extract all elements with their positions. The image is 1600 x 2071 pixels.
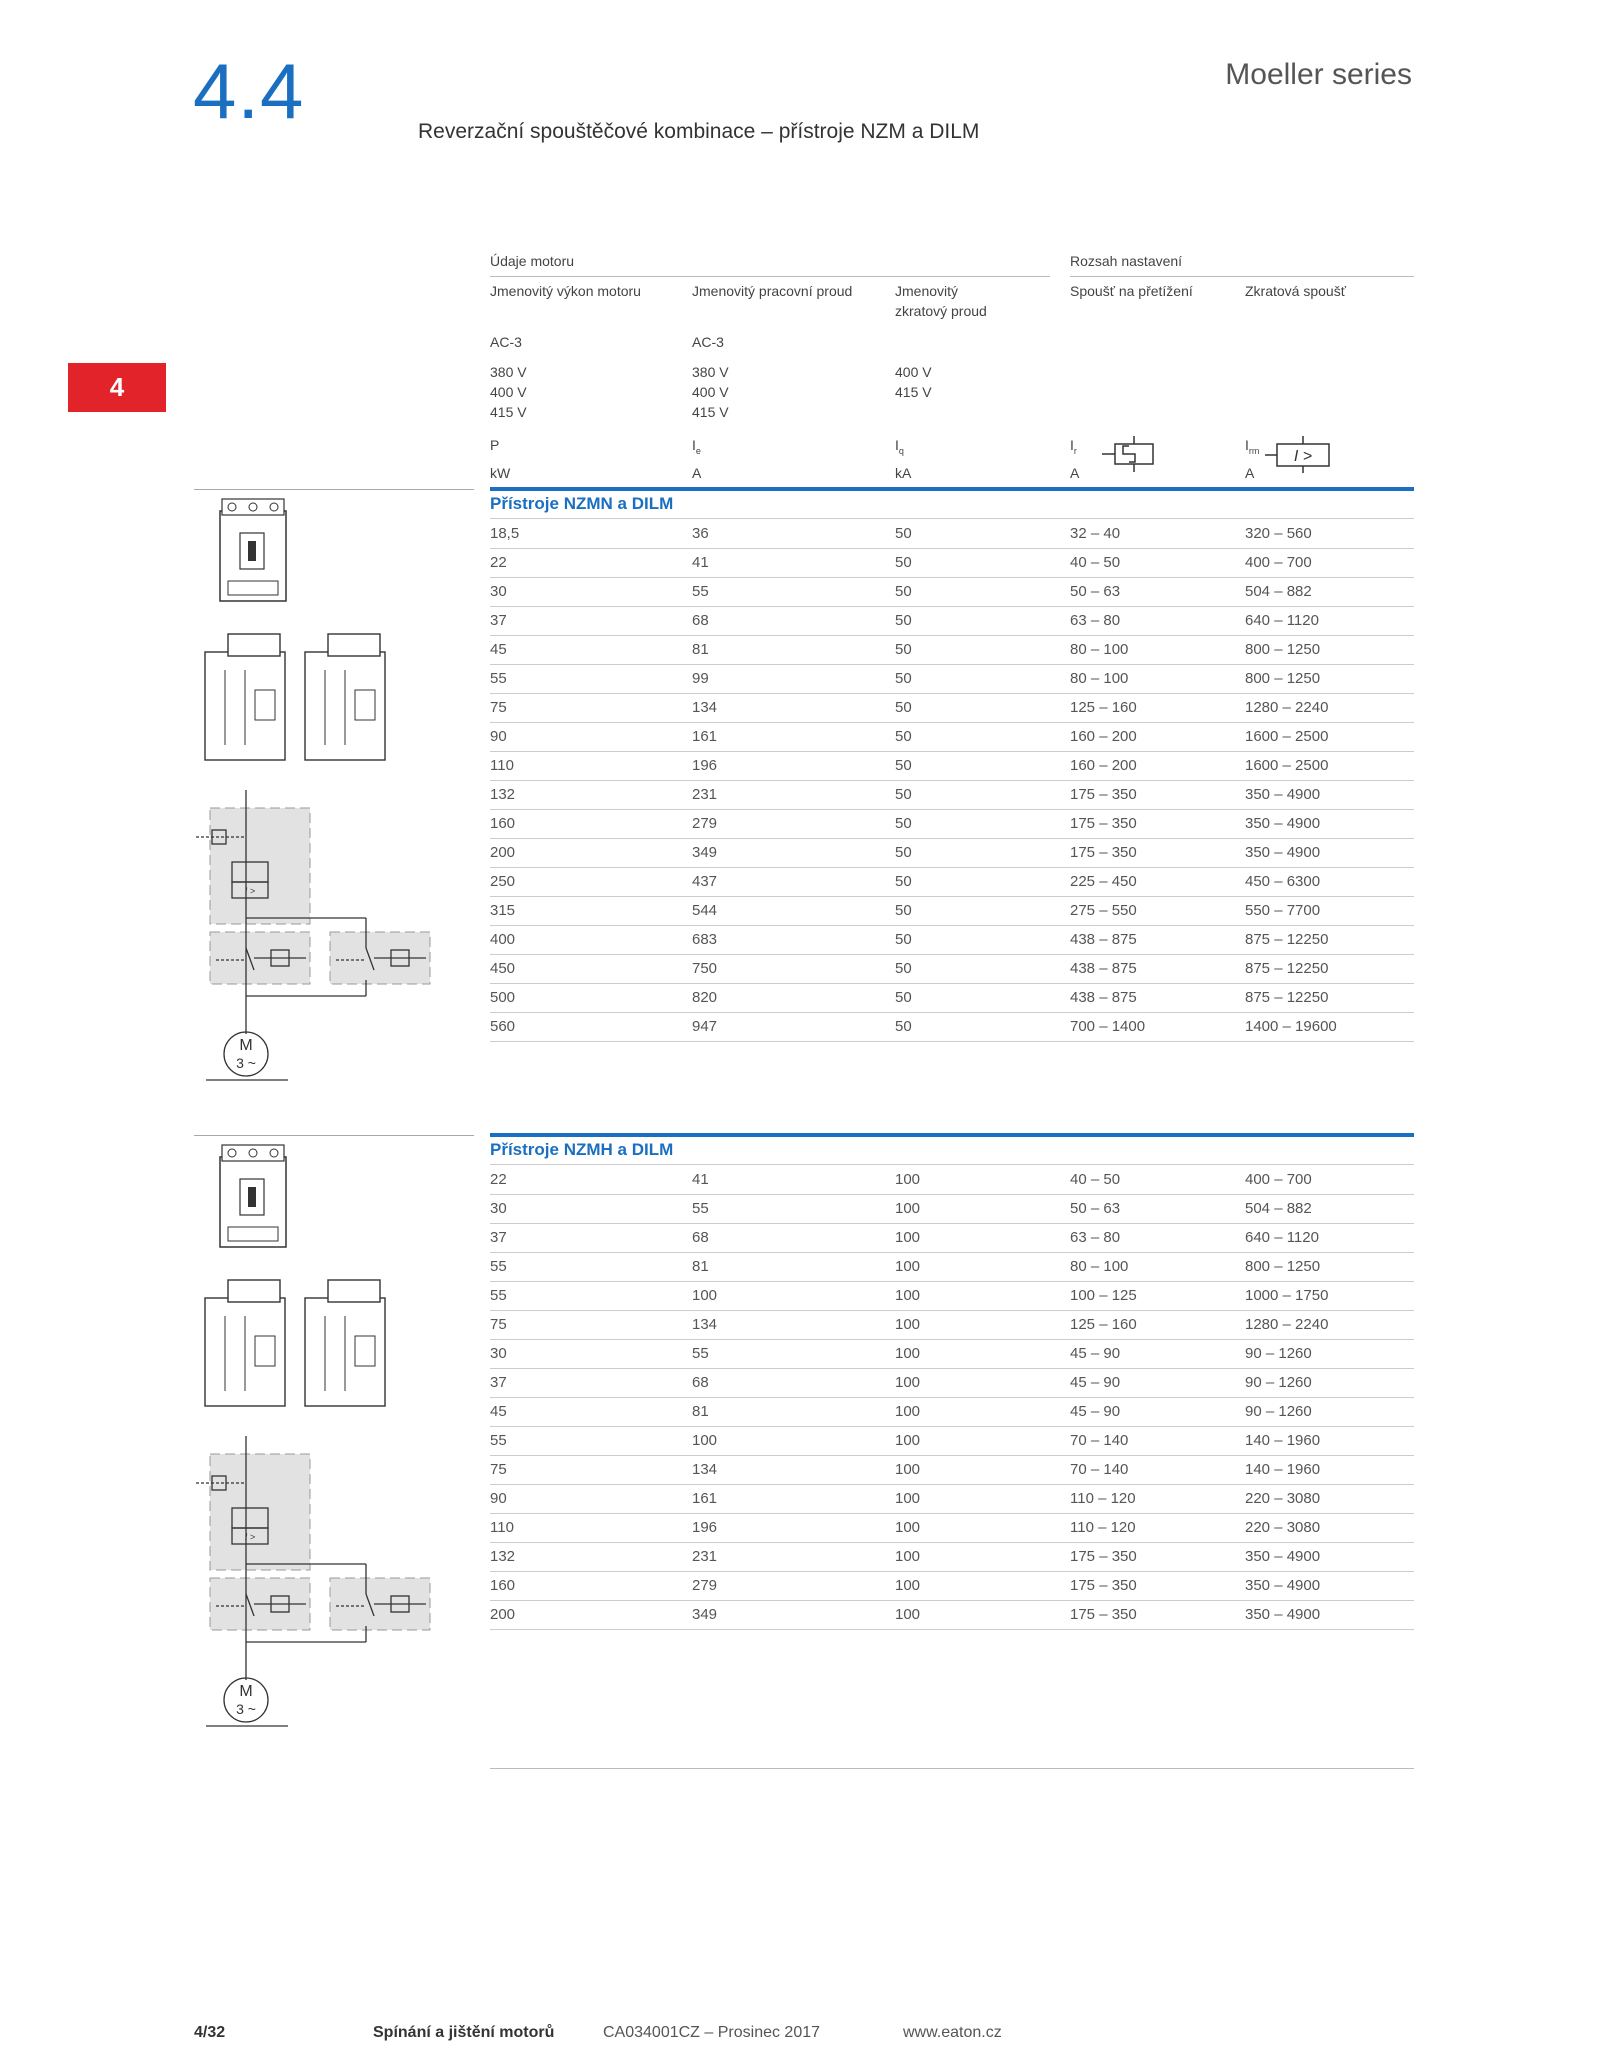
cell-trip-range: 400 – 700: [1245, 554, 1312, 571]
voltages-3: 400 V 415 V: [895, 364, 932, 400]
cell-trip-range: 1000 – 1750: [1245, 1287, 1329, 1304]
cell-power-kw: 400: [490, 931, 516, 948]
cell-trip-range: 800 – 1250: [1245, 641, 1321, 658]
overload-relay-icon: [1102, 436, 1154, 474]
table-row: [490, 1600, 1414, 1630]
cell-trip-range: 875 – 12250: [1245, 960, 1329, 977]
cell-overload-range: 175 – 350: [1070, 815, 1137, 832]
cell-trip-range: 350 – 4900: [1245, 1548, 1321, 1565]
cell-short-circuit-ka: 50: [895, 670, 912, 687]
table-row: [490, 867, 1414, 897]
cell-rated-current: 81: [692, 1258, 709, 1275]
cell-short-circuit-ka: 100: [895, 1200, 921, 1217]
cell-power-kw: 160: [490, 1577, 516, 1594]
cell-power-kw: 132: [490, 1548, 516, 1565]
table-row: [490, 838, 1414, 868]
col-trip-header: Zkratová spoušť: [1245, 283, 1346, 299]
circuit-diagram-1: [196, 790, 446, 1100]
cell-short-circuit-ka: 50: [895, 583, 912, 600]
cell-short-circuit-ka: 100: [895, 1577, 921, 1594]
cell-overload-range: 80 – 100: [1070, 1258, 1129, 1275]
cell-short-circuit-ka: 50: [895, 873, 912, 890]
table-row: [490, 809, 1414, 839]
cell-trip-range: 1280 – 2240: [1245, 1316, 1329, 1333]
footer-page-number: 4/32: [194, 2024, 226, 2041]
cell-trip-range: 1600 – 2500: [1245, 728, 1329, 745]
cell-power-kw: 90: [490, 1490, 507, 1507]
cell-overload-range: 50 – 63: [1070, 583, 1121, 600]
cell-overload-range: 63 – 80: [1070, 612, 1121, 629]
cell-power-kw: 45: [490, 641, 507, 658]
cell-rated-current: 41: [692, 554, 709, 571]
cell-rated-current: 231: [692, 1548, 718, 1565]
diagram2-trip-label: I >: [244, 1532, 256, 1542]
unit-a-1: A: [692, 465, 702, 481]
cell-short-circuit-ka: 100: [895, 1258, 921, 1275]
cell-power-kw: 18,5: [490, 525, 520, 542]
cell-overload-range: 110 – 120: [1070, 1490, 1136, 1507]
footer-website[interactable]: www.eaton.cz: [903, 2024, 1002, 2041]
cell-trip-range: 350 – 4900: [1245, 844, 1321, 861]
table-row: [490, 1368, 1414, 1398]
cell-short-circuit-ka: 50: [895, 989, 912, 1006]
cell-short-circuit-ka: 100: [895, 1490, 921, 1507]
cell-overload-range: 160 – 200: [1070, 728, 1137, 745]
cell-overload-range: 100 – 125: [1070, 1287, 1137, 1304]
cell-trip-range: 1400 – 19600: [1245, 1018, 1337, 1035]
cell-short-circuit-ka: 50: [895, 902, 912, 919]
cell-overload-range: 175 – 350: [1070, 1548, 1137, 1565]
cell-trip-range: 504 – 882: [1245, 583, 1312, 600]
cell-overload-range: 32 – 40: [1070, 525, 1121, 542]
cell-power-kw: 160: [490, 815, 516, 832]
cell-trip-range: 550 – 7700: [1245, 902, 1321, 919]
cell-power-kw: 560: [490, 1018, 516, 1035]
cell-rated-current: 134: [692, 1316, 718, 1333]
cell-rated-current: 196: [692, 1519, 718, 1536]
cell-trip-range: 875 – 12250: [1245, 989, 1329, 1006]
cell-overload-range: 50 – 63: [1070, 1200, 1121, 1217]
cell-overload-range: 175 – 350: [1070, 786, 1137, 803]
cell-short-circuit-ka: 50: [895, 931, 912, 948]
circuit-breaker-illustration: [218, 497, 290, 605]
cell-short-circuit-ka: 100: [895, 1548, 921, 1565]
footer-doc-id: CA034001CZ – Prosinec 2017: [603, 2024, 821, 2041]
table-row: [490, 722, 1414, 752]
table-row: [490, 693, 1414, 723]
unit-a-2: A: [1070, 465, 1080, 481]
col-current-header: Jmenovitý pracovní proud: [692, 283, 853, 299]
cell-short-circuit-ka: 50: [895, 786, 912, 803]
table-row: [490, 954, 1414, 984]
table-row: [490, 896, 1414, 926]
contactor-pair-illustration-2: [200, 1276, 390, 1416]
cell-overload-range: 125 – 160: [1070, 1316, 1137, 1333]
cell-trip-range: 504 – 882: [1245, 1200, 1312, 1217]
cell-power-kw: 90: [490, 728, 507, 745]
cell-short-circuit-ka: 100: [895, 1345, 921, 1362]
cell-trip-range: 90 – 1260: [1245, 1403, 1312, 1420]
trip-symbol-text: I >: [1293, 448, 1313, 465]
cell-trip-range: 90 – 1260: [1245, 1374, 1312, 1391]
cell-trip-range: 1600 – 2500: [1245, 757, 1329, 774]
series-title: Moeller series: [1225, 58, 1412, 91]
cell-power-kw: 55: [490, 1258, 507, 1275]
contactor-pair-illustration: [200, 630, 390, 770]
table-row: [490, 1339, 1414, 1369]
cell-rated-current: 349: [692, 844, 718, 861]
cell-rated-current: 68: [692, 612, 709, 629]
cell-power-kw: 132: [490, 786, 516, 803]
cell-short-circuit-ka: 100: [895, 1374, 921, 1391]
cell-power-kw: 55: [490, 1432, 507, 1449]
table-row: [490, 1310, 1414, 1340]
cell-power-kw: 200: [490, 1606, 516, 1623]
cell-short-circuit-ka: 100: [895, 1519, 921, 1536]
cell-power-kw: 30: [490, 1345, 507, 1362]
cell-short-circuit-ka: 50: [895, 1018, 912, 1035]
cell-trip-range: 450 – 6300: [1245, 873, 1321, 890]
cell-trip-range: 220 – 3080: [1245, 1490, 1321, 1507]
circuit-diagram-2: [196, 1436, 446, 1746]
cell-rated-current: 196: [692, 757, 718, 774]
cell-rated-current: 81: [692, 1403, 709, 1420]
section1-top-rule: [490, 487, 1414, 491]
cell-trip-range: 400 – 700: [1245, 1171, 1312, 1188]
section2-top-rule: [490, 1133, 1414, 1137]
cell-overload-range: 160 – 200: [1070, 757, 1137, 774]
cell-power-kw: 450: [490, 960, 516, 977]
cell-power-kw: 110: [490, 1519, 514, 1536]
diagram1-motor-label: M: [239, 1037, 253, 1054]
diagram1-trip-label: I >: [244, 886, 256, 896]
cell-trip-range: 875 – 12250: [1245, 931, 1329, 948]
ac-category-1: AC-3: [490, 334, 522, 350]
cell-trip-range: 140 – 1960: [1245, 1461, 1321, 1478]
cell-power-kw: 75: [490, 699, 507, 716]
cell-trip-range: 320 – 560: [1245, 525, 1312, 542]
symbol-ie: $I_e$: [692, 437, 701, 456]
diagram2-motor-label: M: [239, 1683, 253, 1700]
cell-rated-current: 231: [692, 786, 718, 803]
table-row: [490, 925, 1414, 955]
cell-overload-range: 700 – 1400: [1070, 1018, 1146, 1035]
symbol-p: P: [490, 437, 500, 453]
table-row: [490, 664, 1414, 694]
group-motor-label: Údaje motoru: [490, 253, 575, 269]
cell-overload-range: 80 – 100: [1070, 670, 1129, 687]
cell-short-circuit-ka: 50: [895, 757, 912, 774]
cell-rated-current: 100: [692, 1432, 718, 1449]
cell-rated-current: 437: [692, 873, 718, 890]
table-row: [490, 1397, 1414, 1427]
cell-rated-current: 68: [692, 1374, 709, 1391]
cell-short-circuit-ka: 50: [895, 699, 912, 716]
table-row: [490, 1513, 1414, 1543]
cell-overload-range: 63 – 80: [1070, 1229, 1121, 1246]
cell-rated-current: 99: [692, 670, 709, 687]
cell-short-circuit-ka: 50: [895, 815, 912, 832]
cell-overload-range: 175 – 350: [1070, 1577, 1137, 1594]
cell-rated-current: 68: [692, 1229, 709, 1246]
chapter-side-tab: 4: [68, 363, 166, 412]
cell-power-kw: 37: [490, 1374, 507, 1391]
cell-power-kw: 315: [490, 902, 516, 919]
cell-trip-range: 350 – 4900: [1245, 1606, 1321, 1623]
table-row: [490, 1194, 1414, 1224]
cell-trip-range: 140 – 1960: [1245, 1432, 1321, 1449]
cell-overload-range: 175 – 350: [1070, 1606, 1137, 1623]
symbol-iq: $I_q$: [895, 437, 904, 456]
cell-overload-range: 70 – 140: [1070, 1461, 1129, 1478]
cell-power-kw: 45: [490, 1403, 507, 1420]
cell-trip-range: 640 – 1120: [1245, 1229, 1319, 1246]
section1-title: Přístroje NZMN a DILM: [490, 494, 674, 513]
cell-rated-current: 36: [692, 525, 709, 542]
cell-overload-range: 45 – 90: [1070, 1403, 1121, 1420]
cell-short-circuit-ka: 100: [895, 1287, 921, 1304]
cell-rated-current: 100: [692, 1287, 718, 1304]
cell-rated-current: 55: [692, 1345, 709, 1362]
cell-rated-current: 55: [692, 583, 709, 600]
cell-rated-current: 947: [692, 1018, 718, 1035]
table-row: [490, 751, 1414, 781]
cell-power-kw: 200: [490, 844, 516, 861]
voltages-2: 380 V 400 V 415 V: [692, 364, 729, 420]
voltages-1: 380 V 400 V 415 V: [490, 364, 527, 420]
cell-rated-current: 683: [692, 931, 718, 948]
cell-short-circuit-ka: 100: [895, 1316, 921, 1333]
cell-power-kw: 250: [490, 873, 516, 890]
cell-short-circuit-ka: 100: [895, 1432, 921, 1449]
cell-trip-range: 220 – 3080: [1245, 1519, 1321, 1536]
cell-short-circuit-ka: 50: [895, 844, 912, 861]
cell-short-circuit-ka: 50: [895, 554, 912, 571]
table-row: [490, 1542, 1414, 1572]
ac-category-2: AC-3: [692, 334, 724, 350]
cell-rated-current: 349: [692, 1606, 718, 1623]
cell-short-circuit-ka: 50: [895, 612, 912, 629]
table-row: [490, 983, 1414, 1013]
cell-overload-range: 70 – 140: [1070, 1432, 1129, 1449]
cell-overload-range: 175 – 350: [1070, 844, 1137, 861]
cell-power-kw: 22: [490, 554, 507, 571]
unit-kw: kW: [490, 465, 511, 481]
cell-rated-current: 279: [692, 1577, 718, 1594]
table-row: [490, 548, 1414, 578]
table-row: [490, 1426, 1414, 1456]
cell-overload-range: 275 – 550: [1070, 902, 1137, 919]
symbol-irm: $I_{rm}$: [1245, 437, 1260, 456]
circuit-breaker-illustration-2: [218, 1143, 290, 1251]
cell-overload-range: 438 – 875: [1070, 931, 1137, 948]
section2-side-rule: [194, 1135, 474, 1136]
cell-rated-current: 134: [692, 699, 718, 716]
cell-power-kw: 55: [490, 1287, 507, 1304]
cell-trip-range: 350 – 4900: [1245, 815, 1321, 832]
cell-trip-range: 90 – 1260: [1245, 1345, 1312, 1362]
table-row: [490, 1281, 1414, 1311]
chapter-number: 4.4: [193, 47, 305, 135]
table-row: [490, 577, 1414, 607]
table-row: [490, 1455, 1414, 1485]
unit-a-3: A: [1245, 465, 1255, 481]
diagram2-motor-phase: 3 ~: [236, 1701, 256, 1717]
cell-short-circuit-ka: 100: [895, 1461, 921, 1478]
cell-short-circuit-ka: 100: [895, 1229, 921, 1246]
cell-overload-range: 45 – 90: [1070, 1374, 1121, 1391]
header-divider-motor: [490, 276, 1050, 277]
table-row: [490, 1165, 1414, 1195]
col-shortcircuit-header: Jmenovitý zkratový proud: [895, 283, 987, 319]
table-row: [490, 780, 1414, 810]
cell-rated-current: 81: [692, 641, 709, 658]
cell-rated-current: 544: [692, 902, 718, 919]
group-range-label: Rozsah nastavení: [1070, 253, 1183, 269]
cell-overload-range: 125 – 160: [1070, 699, 1137, 716]
cell-trip-range: 1280 – 2240: [1245, 699, 1329, 716]
cell-overload-range: 40 – 50: [1070, 1171, 1121, 1188]
short-circuit-trip-icon: [1265, 436, 1335, 474]
cell-power-kw: 75: [490, 1461, 507, 1478]
cell-power-kw: 30: [490, 583, 507, 600]
cell-overload-range: 225 – 450: [1070, 873, 1137, 890]
cell-rated-current: 161: [692, 728, 718, 745]
section1-side-rule: [194, 489, 474, 490]
col-power-header: Jmenovitý výkon motoru: [490, 283, 641, 299]
table-row: [490, 1571, 1414, 1601]
cell-short-circuit-ka: 100: [895, 1171, 921, 1188]
cell-power-kw: 500: [490, 989, 516, 1006]
cell-short-circuit-ka: 50: [895, 728, 912, 745]
table-row: [490, 635, 1414, 665]
cell-rated-current: 134: [692, 1461, 718, 1478]
header-divider-range: [1070, 276, 1414, 277]
cell-overload-range: 40 – 50: [1070, 554, 1121, 571]
cell-trip-range: 800 – 1250: [1245, 1258, 1321, 1275]
cell-short-circuit-ka: 50: [895, 641, 912, 658]
cell-short-circuit-ka: 50: [895, 960, 912, 977]
cell-power-kw: 75: [490, 1316, 507, 1333]
cell-power-kw: 37: [490, 612, 507, 629]
cell-overload-range: 438 – 875: [1070, 989, 1137, 1006]
footer-title: Spínání a jištění motorů: [373, 2024, 555, 2041]
cell-short-circuit-ka: 100: [895, 1403, 921, 1420]
col-overload-header: Spoušť na přetížení: [1070, 283, 1193, 299]
cell-trip-range: 640 – 1120: [1245, 612, 1319, 629]
table-row: [490, 519, 1414, 549]
cell-power-kw: 55: [490, 670, 507, 687]
cell-rated-current: 41: [692, 1171, 709, 1188]
cell-overload-range: 45 – 90: [1070, 1345, 1121, 1362]
cell-overload-range: 80 – 100: [1070, 641, 1129, 658]
cell-rated-current: 820: [692, 989, 718, 1006]
cell-power-kw: 30: [490, 1200, 507, 1217]
cell-rated-current: 750: [692, 960, 718, 977]
cell-rated-current: 279: [692, 815, 718, 832]
table-row: [490, 606, 1414, 636]
table-row: [490, 1484, 1414, 1514]
table-row: [490, 1252, 1414, 1282]
diagram1-motor-phase: 3 ~: [236, 1055, 256, 1071]
cell-rated-current: 55: [692, 1200, 709, 1217]
section2-bottom-rule: [490, 1768, 1414, 1769]
cell-power-kw: 110: [490, 757, 514, 774]
cell-rated-current: 161: [692, 1490, 718, 1507]
unit-ka: kA: [895, 465, 912, 481]
cell-overload-range: 110 – 120: [1070, 1519, 1136, 1536]
cell-short-circuit-ka: 50: [895, 525, 912, 542]
table-row: [490, 1012, 1414, 1042]
cell-trip-range: 350 – 4900: [1245, 1577, 1321, 1594]
cell-power-kw: 37: [490, 1229, 507, 1246]
cell-trip-range: 800 – 1250: [1245, 670, 1321, 687]
section2-title: Přístroje NZMH a DILM: [490, 1140, 674, 1159]
cell-short-circuit-ka: 100: [895, 1606, 921, 1623]
cell-trip-range: 350 – 4900: [1245, 786, 1321, 803]
table-row: [490, 1223, 1414, 1253]
cell-power-kw: 22: [490, 1171, 507, 1188]
page-subtitle: Reverzační spouštěčové kombinace – přístroje NZM a DILM: [418, 120, 980, 143]
cell-overload-range: 438 – 875: [1070, 960, 1137, 977]
symbol-ir: $I_r$: [1070, 437, 1077, 456]
